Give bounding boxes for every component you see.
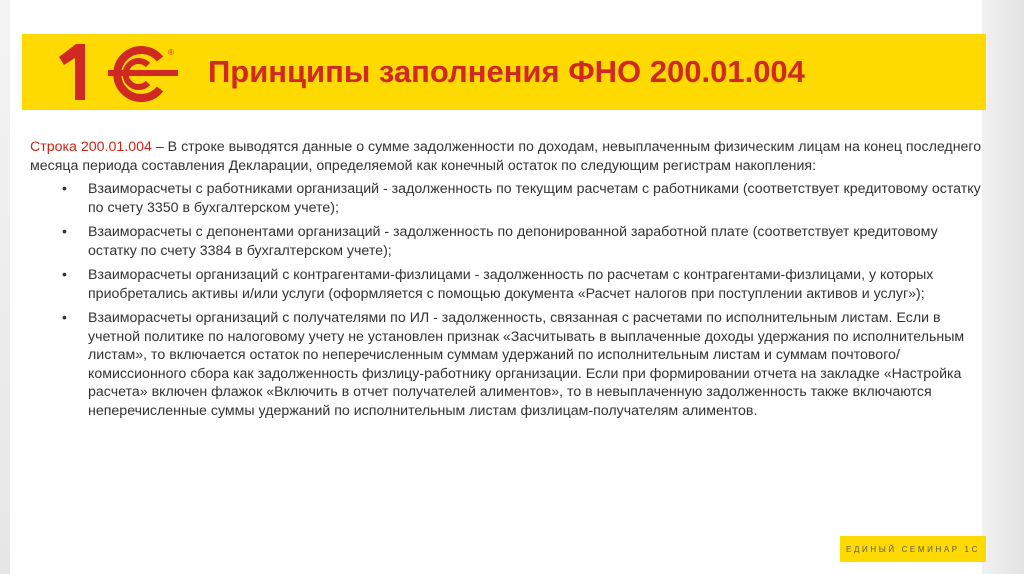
title-banner bbox=[22, 34, 986, 110]
list-item bbox=[30, 223, 984, 260]
register-list bbox=[30, 180, 984, 420]
footer-seminar-label: ЕДИНЫЙ СЕМИНАР 1С bbox=[840, 536, 986, 562]
list-item-text: Взаиморасчеты с работниками организаций - задолженность по текущим расчетам с работниками (соответствует кредитовому остатку по счету 3350 в бухгалтерском учете); bbox=[88, 181, 981, 216]
bullet-icon: • bbox=[62, 181, 67, 197]
list-item bbox=[30, 266, 984, 303]
list-item bbox=[30, 309, 984, 420]
intro-text: – В строке выводятся данные о сумме задолженности по доходам, невыплаченным физическим лицам на конец последнего месяца периода составления Декларации, определяемой как конечный остаток по следующим регистрам накопления: bbox=[30, 139, 982, 174]
slide-right-frame bbox=[982, 0, 1024, 574]
slide-left-frame bbox=[0, 0, 10, 574]
bullet-icon: • bbox=[62, 310, 67, 326]
intro-paragraph bbox=[30, 138, 984, 175]
list-item-text: Взаиморасчеты организаций с получателями по ИЛ - задолженность, связанная с расчетами по исполнительным листам. Если в учетной политике по налоговому учету не установлен признак «Засчитывать в выплаченные доходы удержания по исполнительным листам», то включается остаток по неперечисленным суммам удержаний по исполнительным листам и суммам почтового/комиссионного сбора как задолженность физлицу-работнику организации. Если при формировании отчета на закладке «Настройка расчета» включен флажок «Включить в отчет получателей алиментов», то в невыплаченную задолженность также включаются неперечисленные суммы удержаний по исполнительным листам физлицам-получателям алиментов. bbox=[88, 310, 965, 419]
bullet-icon: • bbox=[62, 267, 67, 283]
bullet-icon: • bbox=[62, 224, 67, 240]
list-item bbox=[30, 180, 984, 217]
logo-1c-icon bbox=[56, 40, 186, 104]
list-item-text: Взаиморасчеты организаций с контрагентами-физлицами - задолженность по расчетам с контрагентами-физлицами, у которых приобретались активы и/или услуги (оформляется с помощью документа «Расчет налогов при поступлении активов и услуг»); bbox=[88, 267, 934, 302]
registered-mark: ® bbox=[168, 48, 174, 57]
slide-title: Принципы заполнения ФНО 200.01.004 bbox=[208, 54, 805, 89]
row-label: Строка 200.01.004 bbox=[30, 139, 152, 155]
list-item-text: Взаиморасчеты с депонентами организаций - задолженность по депонированной заработной плате (соответствует кредитовому остатку по счету 3384 в бухгалтерском учете); bbox=[88, 224, 938, 259]
slide-body bbox=[30, 138, 984, 426]
